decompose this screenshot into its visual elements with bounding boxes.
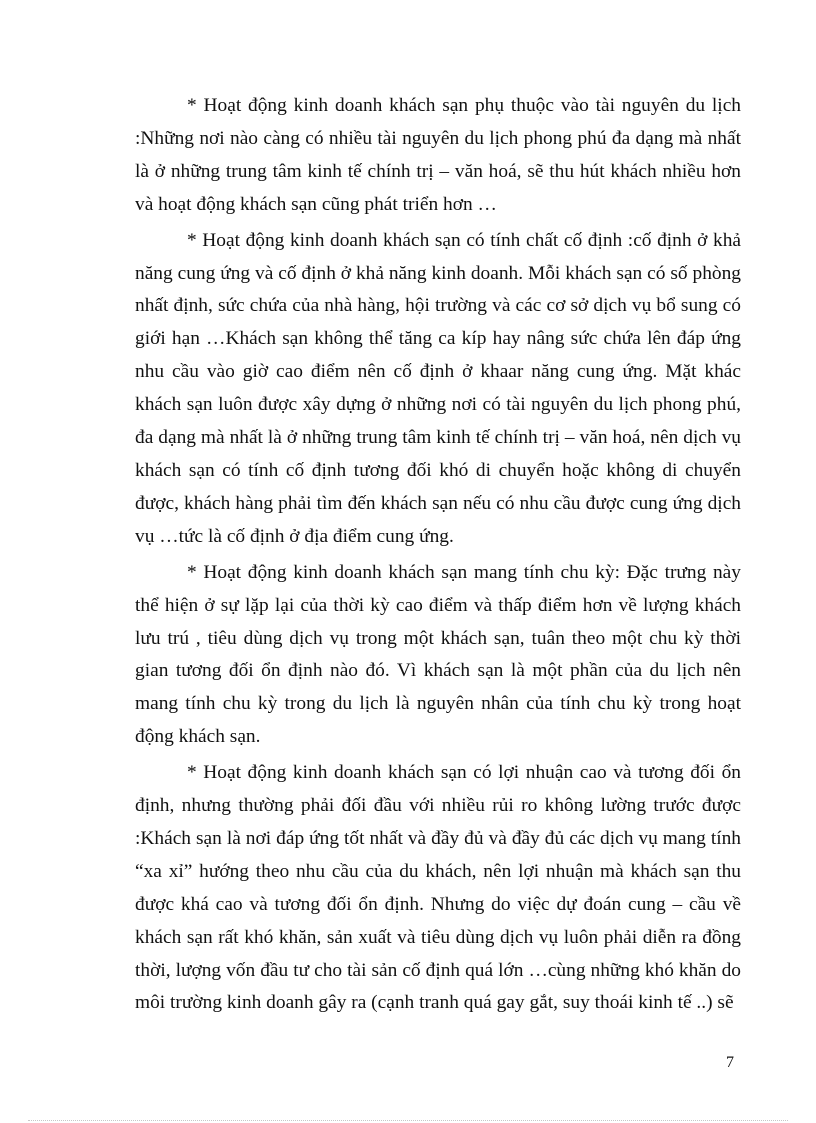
page-number: 7 bbox=[726, 1054, 734, 1071]
paragraph-cyclical-nature: * Hoạt động kinh doanh khách sạn mang tính chu kỳ: Đặc trưng này thể hiện ở sự lặp lại của thời kỳ cao điểm và thấp điểm hơn về lượng khách lưu trú , tiêu dùng dịch vụ trong một khách sạn, tuân theo một chu kỳ thời gian tương đối ổn định nào đó. Vì khách sạn là một phần của du lịch nên mang tính chu kỳ trong du lịch là nguyên nhân của tính chu kỳ trong hoạt động khách sạn. bbox=[135, 561, 741, 748]
paragraph-profit-and-risk: * Hoạt động kinh doanh khách sạn có lợi nhuận cao và tương đối ổn định, nhưng thường phải đối đầu với nhiều rủi ro không lường trước được :Khách sạn là nơi đáp ứng tốt nhất và đầy đủ và đầy đủ các dịch vụ mang tính “xa xỉ” hướng theo nhu cầu của du khách, nên lợi nhuận mà khách sạn thu được khá cao và tương đối ổn định. Nhưng do việc dự đoán cung – cầu về khách sạn rất khó khăn, sản xuất và tiêu dùng dịch vụ luôn phải diễn ra đồng thời, lượng vốn đầu tư cho tài sản cố định quá lớn …cùng những khó khăn do môi trường kinh doanh gây ra (cạnh tranh quá gay gắt, suy thoái kinh tế ..) sẽ bbox=[135, 762, 741, 1014]
body-text bbox=[135, 90, 741, 1023]
paragraph-fixed-nature: * Hoạt động kinh doanh khách sạn có tính chất cố định :cố định ở khả năng cung ứng và cố định ở khả năng kinh doanh. Mỗi khách sạn có số phòng nhất định, sức chứa của nhà hàng, hội trường và các cơ sở dịch vụ bổ sung có giới hạn …Khách sạn không thể tăng ca kíp hay nâng sức chứa lên đáp ứng nhu cầu vào giờ cao điểm nên cố định ở khaar năng cung ứng. Mặt khác khách sạn luôn được xây dựng ở những nơi có tài nguyên du lịch phong phú, đa dạng mà nhất là ở những trung tâm kinh tế chính trị – văn hoá, nên dịch vụ khách sạn có tính cố định tương đối khó di chuyển hoặc không di chuyển được, khách hàng phải tìm đến khách sạn nếu có nhu cầu được cung ứng dịch vụ …tức là cố định ở địa điểm cung ứng. bbox=[135, 229, 741, 547]
paragraph-resource-dependence: * Hoạt động kinh doanh khách sạn phụ thuộc vào tài nguyên du lịch :Những nơi nào càng có nhiều tài nguyên du lịch phong phú đa dạng mà nhất là ở những trung tâm kinh tế chính trị – văn hoá, sẽ thu hút khách nhiều hơn và hoạt động khách sạn cũng phát triển hơn … bbox=[135, 95, 741, 215]
page-bottom-divider bbox=[28, 1120, 788, 1121]
